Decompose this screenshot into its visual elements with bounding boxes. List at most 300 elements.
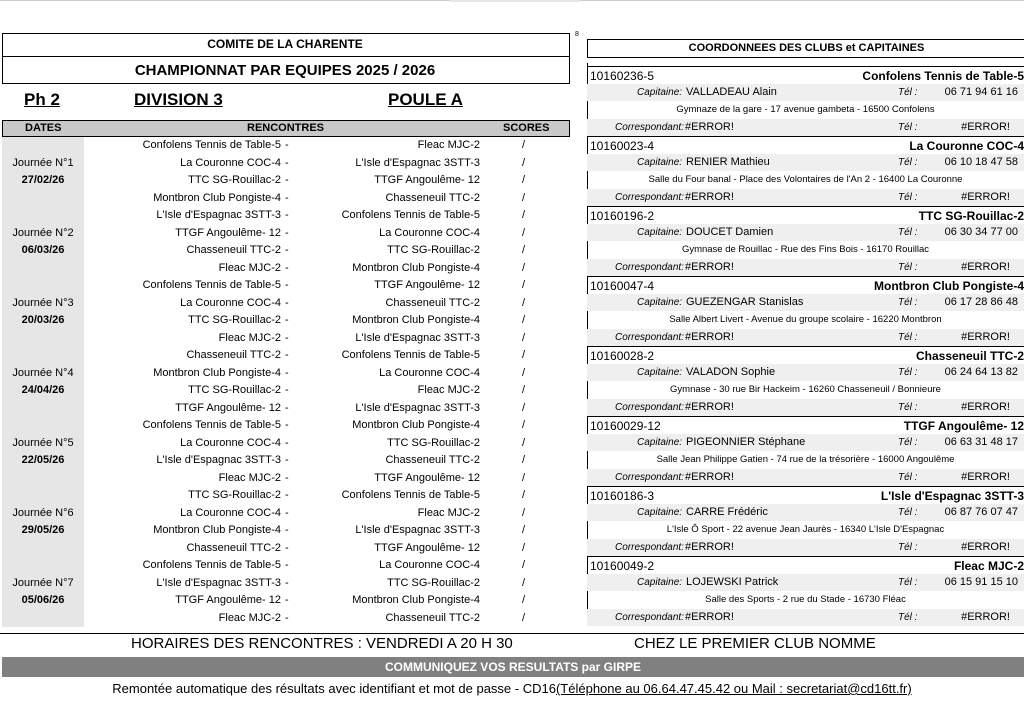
tel-label: Tél :	[898, 226, 918, 238]
club-address: L'Isle Ô Sport - 22 avenue Jean Jaurès - 16340 L'Isle D'Espagnac	[666, 524, 945, 535]
row-dash: -	[285, 524, 289, 536]
row-score: /	[522, 174, 526, 186]
address-row	[587, 311, 1024, 329]
correspondant-name: #ERROR!	[685, 400, 734, 413]
club-name: Chasseneuil TTC-2	[915, 349, 1024, 363]
club-name: Montbron Club Pongiste-4	[874, 279, 1024, 293]
correspondant-label: Correspondant:	[615, 471, 684, 483]
captain-name: CARRE Frédéric	[686, 505, 768, 518]
row-date	[2, 610, 84, 628]
row-away-team: TTGF Angoulême- 12	[374, 174, 480, 186]
row-date: Journée N°6	[2, 505, 84, 523]
row-dash: -	[285, 279, 289, 291]
table-row	[2, 592, 568, 610]
club-block	[587, 416, 1024, 486]
captain-phone: 06 30 34 77 00	[944, 225, 1018, 238]
capitaine-label: Capitaine:	[637, 86, 683, 98]
club-number: 10160029-12	[590, 419, 661, 433]
captain-phone: 06 10 18 47 58	[944, 155, 1018, 168]
row-away-team: Chasseneuil TTC-2	[385, 454, 480, 466]
club-address: Salle Jean Philippe Gatien - 74 rue de la trésorière - 16000 Angoulême	[656, 454, 955, 465]
row-dash: -	[285, 541, 289, 554]
row-score: /	[522, 296, 526, 309]
row-dash: -	[285, 454, 289, 466]
capitaine-label: Capitaine:	[637, 156, 683, 168]
row-date: Journée N°1	[2, 155, 84, 173]
correspondant-row	[587, 539, 1024, 557]
row-home-team: Confolens Tennis de Table-5	[142, 279, 281, 291]
club-number: 10160023-4	[590, 139, 655, 153]
row-away-team: Confolens Tennis de Table-5	[341, 209, 480, 221]
row-dash: -	[285, 261, 289, 274]
club-block	[587, 486, 1024, 556]
table-row	[2, 347, 568, 365]
row-home-team: TTC SG-Rouillac-2	[188, 314, 281, 326]
tel-label: Tél :	[898, 121, 918, 133]
tel-label: Tél :	[898, 261, 918, 273]
row-score: /	[522, 209, 526, 221]
correspondant-name: #ERROR!	[685, 260, 734, 273]
address-row	[587, 101, 1024, 119]
tel-label: Tél :	[898, 506, 918, 518]
row-away-team: La Couronne COC-4	[379, 226, 480, 239]
comite-title: COMITE DE LA CHARENTE	[207, 37, 363, 51]
row-score: /	[522, 471, 526, 484]
address-row	[587, 591, 1024, 609]
row-score: /	[522, 576, 526, 589]
row-score: /	[522, 279, 526, 291]
division-label: DIVISION 3	[134, 90, 223, 109]
row-score: /	[522, 314, 526, 326]
captain-row	[587, 364, 1024, 382]
captain-name: VALADON Sophie	[686, 365, 776, 378]
club-header-row	[587, 136, 1024, 155]
tel-label: Tél :	[898, 331, 918, 343]
championnat-title: CHAMPIONNAT PAR EQUIPES 2025 / 2026	[134, 62, 436, 79]
club-address: Salle des Sports - 2 rue du Stade - 16730 Fléac	[705, 594, 906, 605]
col-rencontres: RENCONTRES	[247, 122, 325, 134]
row-away-team: Chasseneuil TTC-2	[385, 191, 480, 204]
divider	[2, 56, 570, 57]
correspondant-name: #ERROR!	[685, 470, 734, 483]
address-row	[587, 241, 1024, 259]
table-row	[2, 557, 568, 575]
captain-row	[587, 294, 1024, 312]
row-dash: -	[285, 349, 289, 361]
captain-row	[587, 154, 1024, 172]
divider	[2, 83, 570, 84]
table-row	[2, 365, 568, 383]
tel-label: Tél :	[898, 401, 918, 413]
row-home-team: Confolens Tennis de Table-5	[142, 419, 281, 431]
tel-label: Tél :	[898, 471, 918, 483]
row-away-team: L'Isle d'Espagnac 3STT-3	[355, 331, 480, 344]
row-date: Journée N°5	[2, 435, 84, 453]
row-dash: -	[285, 576, 289, 589]
row-score: /	[522, 419, 526, 431]
tel-label: Tél :	[898, 156, 918, 168]
row-date	[2, 260, 84, 278]
captain-phone: 06 87 76 07 47	[944, 505, 1018, 518]
row-home-team: Fleac MJC-2	[218, 471, 281, 484]
row-dash: -	[285, 174, 289, 186]
club-address: Gymnase - 30 rue Bir Hackeim - 16260 Chasseneuil / Bonnieure	[670, 384, 941, 395]
club-block	[587, 206, 1024, 276]
tel-label: Tél :	[898, 576, 918, 588]
correspondant-label: Correspondant:	[615, 191, 684, 203]
table-row	[2, 382, 568, 400]
club-block	[587, 136, 1024, 206]
row-home-team: Fleac MJC-2	[218, 331, 281, 344]
communiquez-bar: COMMUNIQUEZ VOS RESULTATS par GIRPE	[2, 657, 1024, 677]
table-row	[2, 295, 568, 313]
correspondant-row	[587, 119, 1024, 137]
table-row	[2, 452, 568, 470]
row-dash: -	[285, 366, 289, 379]
row-date	[2, 137, 84, 155]
captain-phone: 06 71 94 61 16	[944, 85, 1018, 98]
row-date: Journée N°3	[2, 295, 84, 313]
row-dash: -	[285, 156, 289, 169]
row-dash: -	[285, 611, 289, 624]
row-date: 29/05/26	[2, 522, 84, 540]
club-number: 10160196-2	[590, 209, 655, 223]
correspondant-row	[587, 189, 1024, 207]
row-dash: -	[285, 331, 289, 344]
correspondant-name: #ERROR!	[685, 540, 734, 553]
row-date	[2, 347, 84, 365]
row-dash: -	[285, 244, 289, 256]
row-away-team: La Couronne COC-4	[379, 559, 480, 571]
club-number: 10160028-2	[590, 349, 655, 363]
row-dash: -	[285, 436, 289, 449]
club-header-row	[587, 346, 1024, 365]
row-dash: -	[285, 226, 289, 239]
row-home-team: L'Isle d'Espagnac 3STT-3	[156, 209, 281, 221]
row-away-team: Montbron Club Pongiste-4	[352, 314, 480, 326]
row-away-team: L'Isle d'Espagnac 3STT-3	[355, 156, 480, 169]
row-home-team: TTGF Angoulême- 12	[175, 594, 281, 606]
row-home-team: TTC SG-Rouillac-2	[188, 489, 281, 501]
table-row	[2, 312, 568, 330]
row-home-team: TTGF Angoulême- 12	[175, 226, 281, 239]
correspondant-label: Correspondant:	[615, 121, 684, 133]
correspondant-phone: #ERROR!	[961, 540, 1010, 553]
captain-row	[587, 574, 1024, 592]
row-dash: -	[285, 209, 289, 221]
address-row	[587, 451, 1024, 469]
correspondant-label: Correspondant:	[615, 331, 684, 343]
row-score: /	[522, 436, 526, 449]
row-home-team: Confolens Tennis de Table-5	[142, 139, 281, 151]
row-dash: -	[285, 296, 289, 309]
table-row	[2, 172, 568, 190]
correspondant-name: #ERROR!	[685, 190, 734, 203]
captain-name: GUEZENGAR Stanislas	[686, 295, 804, 308]
row-date	[2, 540, 84, 558]
row-away-team: Confolens Tennis de Table-5	[341, 349, 480, 361]
row-home-team: Montbron Club Pongiste-4	[153, 366, 281, 379]
table-row	[2, 540, 568, 558]
table-row	[2, 470, 568, 488]
row-away-team: TTC SG-Rouillac-2	[387, 436, 480, 449]
row-home-team: La Couronne COC-4	[180, 296, 281, 309]
row-away-team: Fleac MJC-2	[417, 506, 480, 519]
correspondant-name: #ERROR!	[685, 330, 734, 343]
row-away-team: TTGF Angoulême- 12	[374, 541, 480, 554]
row-dash: -	[285, 594, 289, 606]
table-row	[2, 137, 568, 155]
correspondant-phone: #ERROR!	[961, 120, 1010, 133]
row-away-team: La Couronne COC-4	[379, 366, 480, 379]
table-row	[2, 277, 568, 295]
row-date: 24/04/26	[2, 382, 84, 400]
club-name: L'Isle d'Espagnac 3STT-3	[880, 489, 1024, 503]
captain-name: RENIER Mathieu	[686, 155, 770, 168]
captain-name: VALLADEAU Alain	[686, 85, 777, 98]
row-away-team: Montbron Club Pongiste-4	[352, 419, 480, 431]
correspondant-name: #ERROR!	[685, 120, 734, 133]
coords-title: COORDONNEES DES CLUBS et CAPITAINES	[587, 39, 1024, 58]
table-row	[2, 242, 568, 260]
capitaine-label: Capitaine:	[637, 506, 683, 518]
correspondant-phone: #ERROR!	[961, 610, 1010, 623]
row-score: /	[522, 191, 526, 204]
row-home-team: Chasseneuil TTC-2	[186, 349, 281, 361]
club-header-row	[587, 486, 1024, 505]
remontee-line	[0, 681, 1024, 696]
row-away-team: Fleac MJC-2	[417, 384, 480, 396]
correspondant-name: #ERROR!	[685, 610, 734, 623]
row-home-team: TTC SG-Rouillac-2	[188, 384, 281, 396]
row-date: 20/03/26	[2, 312, 84, 330]
club-block	[587, 346, 1024, 416]
row-away-team: TTGF Angoulême- 12	[374, 279, 480, 291]
row-score: /	[522, 454, 526, 466]
phase-label: Ph 2	[24, 90, 60, 109]
correspondant-phone: #ERROR!	[961, 400, 1010, 413]
row-date	[2, 417, 84, 435]
row-dash: -	[285, 384, 289, 396]
club-address: Gymnaze de la gare - 17 avenue gambeta - 16500 Confolens	[676, 104, 935, 115]
col-dates: DATES	[25, 122, 62, 134]
club-block	[587, 66, 1024, 136]
correspondant-label: Correspondant:	[615, 611, 684, 623]
row-away-team: TTC SG-Rouillac-2	[387, 576, 480, 589]
captain-phone: 06 17 28 86 48	[944, 295, 1018, 308]
row-score: /	[522, 261, 526, 274]
row-score: /	[522, 139, 526, 151]
tel-label: Tél :	[898, 611, 918, 623]
row-home-team: Chasseneuil TTC-2	[186, 244, 281, 256]
club-header-row	[587, 66, 1024, 85]
tel-label: Tél :	[898, 366, 918, 378]
table-row	[2, 260, 568, 278]
row-date	[2, 277, 84, 295]
tel-label: Tél :	[898, 541, 918, 553]
correspondant-phone: #ERROR!	[961, 330, 1010, 343]
table-row	[2, 225, 568, 243]
row-dash: -	[285, 489, 289, 501]
row-dash: -	[285, 471, 289, 484]
poule-label: POULE A	[388, 90, 463, 109]
club-number: 10160186-3	[590, 489, 655, 503]
row-home-team: TTGF Angoulême- 12	[175, 401, 281, 414]
row-score: /	[522, 349, 526, 361]
captain-row	[587, 84, 1024, 102]
row-date: Journée N°4	[2, 365, 84, 383]
address-row	[587, 521, 1024, 539]
correspondant-row	[587, 469, 1024, 487]
row-home-team: La Couronne COC-4	[180, 156, 281, 169]
row-away-team: L'Isle d'Espagnac 3STT-3	[355, 524, 480, 536]
row-score: /	[522, 384, 526, 396]
row-home-team: Chasseneuil TTC-2	[186, 541, 281, 554]
table-row	[2, 522, 568, 540]
row-score: /	[522, 559, 526, 571]
club-name: TTC SG-Rouillac-2	[918, 209, 1024, 223]
club-name: La Couronne COC-4	[909, 139, 1024, 153]
row-date	[2, 207, 84, 225]
address-row	[587, 171, 1024, 189]
row-score: /	[522, 244, 526, 256]
row-date: 27/02/26	[2, 172, 84, 190]
club-number: 10160049-2	[590, 559, 655, 573]
correspondant-label: Correspondant:	[615, 541, 684, 553]
captain-phone: 06 15 91 15 10	[944, 575, 1018, 588]
contact-link[interactable]: (Téléphone au 06.64.47.45.42 ou Mail : secretariat@cd16tt.fr)	[555, 681, 912, 696]
tel-label: Tél :	[898, 296, 918, 308]
top-scroll-indicator	[450, 0, 580, 2]
col-scores: SCORES	[503, 122, 550, 134]
table-row	[2, 575, 568, 593]
capitaine-label: Capitaine:	[637, 436, 683, 448]
captain-phone: 06 24 64 13 82	[944, 365, 1018, 378]
schedule-table	[2, 137, 568, 627]
table-row	[2, 155, 568, 173]
chez-text: CHEZ LE PREMIER CLUB NOMME	[634, 635, 876, 652]
capitaine-label: Capitaine:	[637, 296, 683, 308]
row-dash: -	[285, 559, 289, 571]
row-dash: -	[285, 419, 289, 431]
club-name: TTGF Angoulême- 12	[903, 419, 1024, 433]
row-dash: -	[285, 314, 289, 326]
row-home-team: La Couronne COC-4	[180, 506, 281, 519]
row-dash: -	[285, 506, 289, 519]
capitaine-label: Capitaine:	[637, 226, 683, 238]
row-away-team: Montbron Club Pongiste-4	[352, 594, 480, 606]
row-dash: -	[285, 401, 289, 414]
row-home-team: Fleac MJC-2	[218, 611, 281, 624]
correspondant-row	[587, 399, 1024, 417]
table-row	[2, 505, 568, 523]
club-number: 10160236-5	[590, 69, 655, 83]
row-home-team: TTC SG-Rouillac-2	[188, 174, 281, 186]
correspondant-row	[587, 329, 1024, 347]
club-number: 10160047-4	[590, 279, 655, 293]
table-row	[2, 190, 568, 208]
row-away-team: Chasseneuil TTC-2	[385, 296, 480, 309]
tel-label: Tél :	[898, 191, 918, 203]
row-date	[2, 557, 84, 575]
address-row	[587, 381, 1024, 399]
row-away-team: TTGF Angoulême- 12	[374, 471, 480, 484]
tel-label: Tél :	[898, 86, 918, 98]
row-date: Journée N°7	[2, 575, 84, 593]
row-home-team: Montbron Club Pongiste-4	[153, 191, 281, 204]
club-address: Salle Albert Livert - Avenue du groupe scolaire - 16220 Montbron	[669, 314, 942, 325]
row-home-team: L'Isle d'Espagnac 3STT-3	[156, 576, 281, 589]
row-dash: -	[285, 191, 289, 204]
row-date	[2, 470, 84, 488]
row-away-team: Chasseneuil TTC-2	[385, 611, 480, 624]
table-row	[2, 400, 568, 418]
row-home-team: Montbron Club Pongiste-4	[153, 524, 281, 536]
row-date: 05/06/26	[2, 592, 84, 610]
club-name: Fleac MJC-2	[953, 559, 1024, 573]
row-score: /	[522, 541, 526, 554]
row-date: 06/03/26	[2, 242, 84, 260]
remontee-text: Remontée automatique des résultats avec identifiant et mot de passe - CD16	[112, 681, 556, 696]
club-block	[587, 556, 1024, 626]
captain-name: PIGEONNIER Stéphane	[686, 435, 806, 448]
correspondant-phone: #ERROR!	[961, 260, 1010, 273]
club-header-row	[587, 416, 1024, 435]
captain-phone: 06 63 31 48 17	[944, 435, 1018, 448]
row-date	[2, 487, 84, 505]
table-row	[2, 417, 568, 435]
row-date: Journée N°2	[2, 225, 84, 243]
row-date	[2, 400, 84, 418]
captain-row	[587, 504, 1024, 522]
club-address: Gymnase de Rouillac - Rue des Fins Bois - 16170 Rouillac	[681, 244, 930, 255]
row-score: /	[522, 506, 526, 519]
capitaine-label: Capitaine:	[637, 366, 683, 378]
row-score: /	[522, 366, 526, 379]
row-score: /	[522, 331, 526, 344]
correspondant-row	[587, 259, 1024, 277]
schedule-header-row	[2, 120, 570, 137]
row-score: /	[522, 594, 526, 606]
capitaine-label: Capitaine:	[637, 576, 683, 588]
horaires-text: HORAIRES DES RENCONTRES : VENDREDI A 20 H 30	[131, 635, 513, 652]
row-away-team: Fleac MJC-2	[417, 139, 480, 151]
row-away-team: Confolens Tennis de Table-5	[341, 489, 480, 501]
row-home-team: La Couronne COC-4	[180, 436, 281, 449]
captain-name: DOUCET Damien	[686, 225, 774, 238]
tel-label: Tél :	[898, 436, 918, 448]
row-score: /	[522, 611, 526, 624]
captain-row	[587, 434, 1024, 452]
club-header-row	[587, 556, 1024, 575]
row-score: /	[522, 226, 526, 239]
correspondant-phone: #ERROR!	[961, 470, 1010, 483]
correspondant-row	[587, 609, 1024, 627]
row-away-team: TTC SG-Rouillac-2	[387, 244, 480, 256]
club-address: Salle du Four banal - Place des Volontaires de l'An 2 - 16400 La Couronne	[648, 174, 963, 185]
table-row	[2, 610, 568, 628]
row-score: /	[522, 489, 526, 501]
captain-row	[587, 224, 1024, 242]
row-dash: -	[285, 139, 289, 151]
table-row	[2, 435, 568, 453]
page-marker: 8	[575, 31, 579, 38]
table-row	[2, 487, 568, 505]
table-row	[2, 207, 568, 225]
correspondant-label: Correspondant:	[615, 401, 684, 413]
row-away-team: L'Isle d'Espagnac 3STT-3	[355, 401, 480, 414]
row-date	[2, 330, 84, 348]
